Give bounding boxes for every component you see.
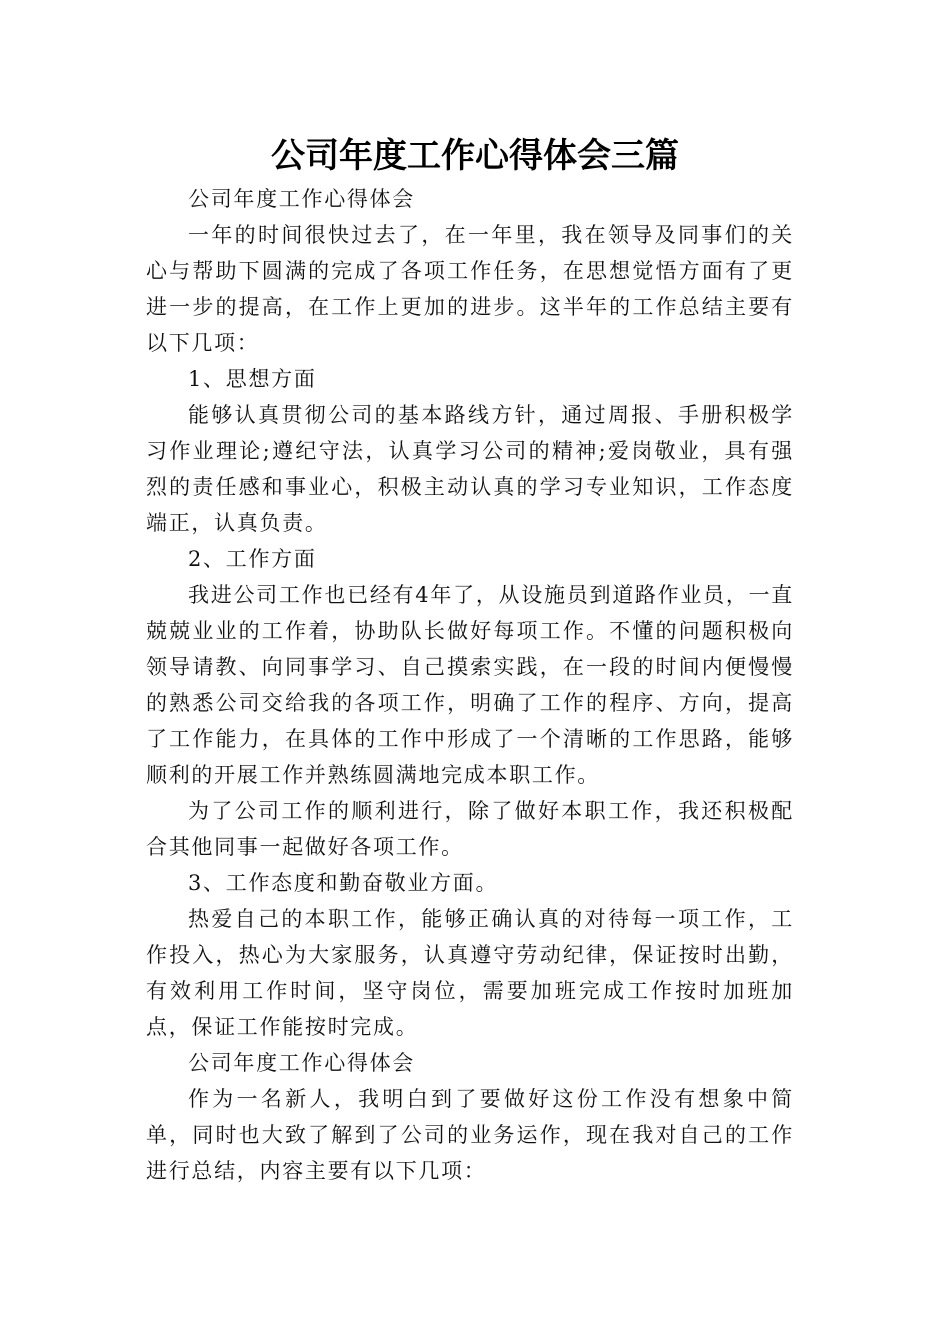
attitude-paragraph: 热爱自己的本职工作，能够正确认真的对待每一项工作，工作投入，热心为大家服务，认真遵守劳动纪律，保证按时出勤，有效利用工作时间，坚守岗位，需要加班完成工作按时加班加点，保证工作能按时完成。 xyxy=(146,907,794,1039)
subheading-work: 2、工作方面 xyxy=(188,547,317,571)
section-heading-2: 公司年度工作心得体会 xyxy=(188,1051,415,1075)
intro-paragraph: 一年的时间很快过去了，在一年里，我在领导及同事们的关心与帮助下圆满的完成了各项工作任务，在思想觉悟方面有了更进一步的提高，在工作上更加的进步。这半年的工作总结主要有以下几项： xyxy=(146,223,794,355)
subheading-thought: 1、思想方面 xyxy=(188,367,317,391)
document-body xyxy=(146,181,794,1189)
section-heading: 公司年度工作心得体会 xyxy=(188,187,415,211)
cooperation-paragraph: 为了公司工作的顺利进行，除了做好本职工作，我还积极配合其他同事一起做好各项工作。 xyxy=(146,799,794,859)
subheading-attitude: 3、工作态度和勤奋敬业方面。 xyxy=(188,871,499,895)
work-paragraph: 我进公司工作也已经有4年了，从设施员到道路作业员，一直兢兢业业的工作着，协助队长做好每项工作。不懂的问题积极向领导请教、向同事学习、自己摸索实践，在一段的时间内便慢慢的熟悉公司交给我的各项工作，明确了工作的程序、方向，提高了工作能力，在具体的工作中形成了一个清晰的工作思路，能够顺利的开展工作并熟练圆满地完成本职工作。 xyxy=(146,583,794,787)
thought-paragraph: 能够认真贯彻公司的基本路线方针，通过周报、手册积极学习作业理论;遵纪守法，认真学习公司的精神;爱岗敬业，具有强烈的责任感和事业心，积极主动认真的学习专业知识，工作态度端正，认真负责。 xyxy=(146,403,794,535)
document-title: 公司年度工作心得体会三篇 xyxy=(271,136,679,176)
newcomer-paragraph: 作为一名新人，我明白到了要做好这份工作没有想象中简单，同时也大致了解到了公司的业务运作，现在我对自己的工作进行总结，内容主要有以下几项： xyxy=(146,1087,794,1183)
